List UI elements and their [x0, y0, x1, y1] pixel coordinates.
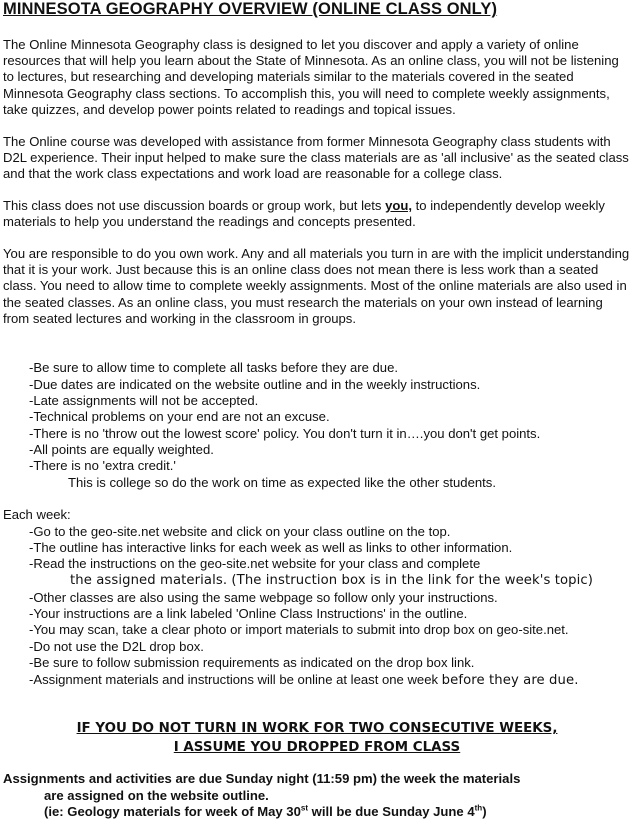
ordinal-suffix: st — [300, 803, 308, 813]
list-item: -You may scan, take a clear photo or import materials to submit into drop box on geo-site.net. — [29, 622, 569, 637]
due-line-1: Assignments and activities are due Sunday night (11:59 pm) the week the materials — [3, 771, 521, 786]
p3-text-after: to independently develop weekly materials to help you understand the readings and concepts presented. — [3, 198, 605, 230]
due-line-2: are assigned on the website outline. — [44, 788, 269, 803]
p3-emphasis: you, — [385, 198, 413, 213]
list-item: -Read the instructions on the geo-site.net website for your class and complete — [29, 556, 481, 571]
list-item: -Other classes are also using the same webpage so follow only your instructions. — [29, 590, 498, 605]
notice-line-1: IF YOU DO NOT TURN IN WORK FOR TWO CONSECUTIVE WEEKS, — [76, 721, 558, 736]
ordinal-suffix: th — [474, 803, 483, 813]
list-item: -The outline has interactive links for each week as well as links to other information. — [29, 540, 513, 555]
list-item-continuation: the assigned materials. (The instruction box is in the link for the week's topic) — [70, 573, 594, 588]
list-item-text: -Assignment materials and instructions will be online at least one week — [29, 672, 442, 687]
due-example-text: ) — [482, 804, 487, 819]
list-item: -Your instructions are a link labeled 'Online Class Instructions' in the outline. — [29, 606, 468, 621]
responsibility-paragraph: You are responsible to do you own work. Any and all materials you turn in are with the implicit understanding that it is your work. Just because this is an online class does not mean there is less work than a seated class. You need to allow time to complete weekly assignments. Most of the online materials are also used in the seated classes. As an online class, you must research the materials on your own instead of learning from seated lectures and working in the classroom in groups. — [3, 246, 630, 326]
list-item: -All points are equally weighted. — [29, 442, 214, 457]
list-item: -Technical problems on your end are not an excuse. — [29, 409, 330, 424]
intro-paragraph: The Online Minnesota Geography class is designed to let you discover and apply a variety of online resources that will help you learn about the State of Minnesota. As an online class, you will not be listening to lectures, but researching and developing materials similar to the materials covered in the seated Minnesota Geography class sections. To accomplish this, you will need to complete weekly assignments, take quizzes, and develop power points related to readings and topical issues. — [3, 37, 619, 117]
notice-line-2: I ASSUME YOU DROPPED FROM CLASS — [173, 740, 461, 755]
page-title: MINNESOTA GEOGRAPHY OVERVIEW (ONLINE CLASS ONLY) — [3, 0, 498, 18]
independent-work-paragraph — [3, 198, 631, 230]
list-item: -Due dates are indicated on the website outline and in the weekly instructions. — [29, 377, 481, 392]
due-line-3 — [44, 804, 487, 820]
list-item: -Late assignments will not be accepted. — [29, 393, 259, 408]
list-item-text-end: before they are due. — [441, 673, 579, 688]
list-item: -There is no 'throw out the lowest score' policy. You don't turn it in….you don't get points. — [29, 426, 541, 441]
list-item: -Be sure to follow submission requirements as indicated on the drop box link. — [29, 655, 475, 670]
list-item — [29, 672, 579, 689]
list-item: -There is no 'extra credit.' — [29, 458, 176, 473]
due-example-text: (ie: Geology materials for week of May 30 — [44, 804, 301, 819]
development-paragraph: The Online course was developed with assistance from former Minnesota Geography class students with D2L experience. Their input helped to make sure the class materials are as 'all inclusive' as the seated class and that the work class expectations and work load are reasonable for a college class. — [3, 134, 629, 182]
due-example-text: will be due Sunday June 4 — [308, 804, 475, 819]
rules-closing-line: This is college so do the work on time as expected like the other students. — [68, 475, 496, 490]
list-item: -Be sure to allow time to complete all tasks before they are due. — [29, 360, 398, 375]
p3-text-before: This class does not use discussion boards or group work, but lets — [3, 198, 386, 213]
list-item: -Go to the geo-site.net website and click on your class outline on the top. — [29, 524, 451, 539]
each-week-heading: Each week: — [3, 507, 71, 522]
list-item: -Do not use the D2L drop box. — [29, 639, 204, 654]
